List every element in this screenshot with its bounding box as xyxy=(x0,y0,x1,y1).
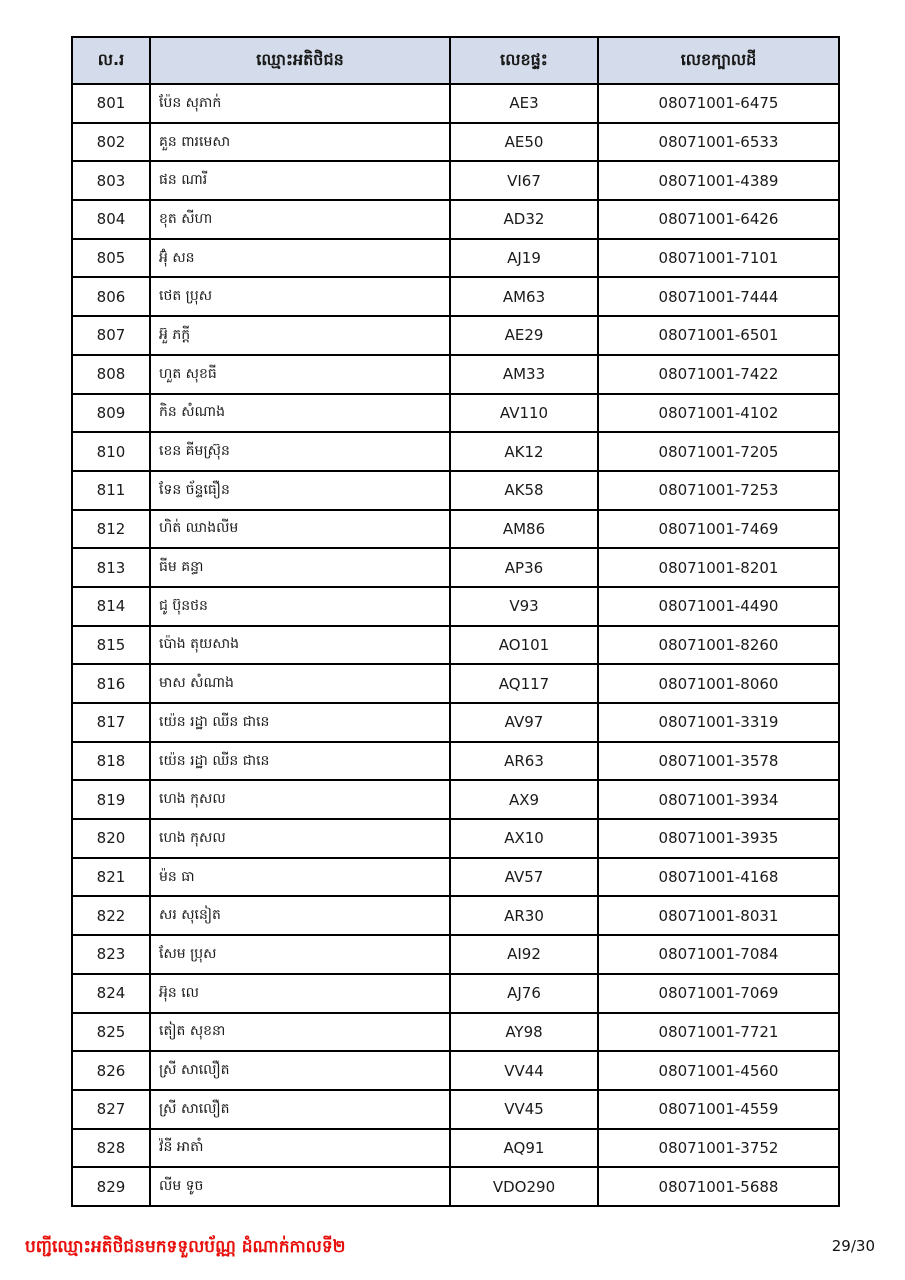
row-number-cell: 806 xyxy=(72,277,150,316)
table-row xyxy=(72,1013,839,1052)
customer-name-cell: វ៉នី អាតាំ xyxy=(150,1129,450,1168)
house-number-cell: AV97 xyxy=(450,703,598,742)
table-row xyxy=(72,161,839,200)
row-number-cell: 829 xyxy=(72,1167,150,1206)
row-number-cell: 805 xyxy=(72,239,150,278)
row-number-cell: 812 xyxy=(72,510,150,549)
table-row xyxy=(72,664,839,703)
table-row xyxy=(72,471,839,510)
row-number-cell: 816 xyxy=(72,664,150,703)
header-name: ឈ្មោះអតិថិជន xyxy=(150,37,450,84)
parcel-number-cell: 08071001-7253 xyxy=(598,471,839,510)
header-parcel: លេខក្បាលដី xyxy=(598,37,839,84)
parcel-number-cell: 08071001-5688 xyxy=(598,1167,839,1206)
parcel-number-cell: 08071001-7444 xyxy=(598,277,839,316)
house-number-cell: AO101 xyxy=(450,626,598,665)
parcel-number-cell: 08071001-6475 xyxy=(598,84,839,123)
parcel-number-cell: 08071001-4559 xyxy=(598,1090,839,1129)
house-number-cell: AX9 xyxy=(450,780,598,819)
customer-name-cell: ហេង កុសល xyxy=(150,780,450,819)
customer-name-cell: សែម ប្រុស xyxy=(150,935,450,974)
parcel-number-cell: 08071001-7101 xyxy=(598,239,839,278)
table-row xyxy=(72,1090,839,1129)
parcel-number-cell: 08071001-4490 xyxy=(598,587,839,626)
table-row xyxy=(72,200,839,239)
table-row xyxy=(72,84,839,123)
row-number-cell: 802 xyxy=(72,123,150,162)
house-number-cell: AP36 xyxy=(450,548,598,587)
house-number-cell: V93 xyxy=(450,587,598,626)
customer-name-cell: ម៉ន ធា xyxy=(150,858,450,897)
house-number-cell: AM33 xyxy=(450,355,598,394)
table-row xyxy=(72,432,839,471)
row-number-cell: 826 xyxy=(72,1051,150,1090)
parcel-number-cell: 08071001-3935 xyxy=(598,819,839,858)
parcel-number-cell: 08071001-4389 xyxy=(598,161,839,200)
row-number-cell: 823 xyxy=(72,935,150,974)
parcel-number-cell: 08071001-8260 xyxy=(598,626,839,665)
row-number-cell: 822 xyxy=(72,896,150,935)
customer-name-cell: ថេត ប្រុស xyxy=(150,277,450,316)
customer-name-cell: អ៊ួ ភក្តី xyxy=(150,316,450,355)
house-number-cell: AV110 xyxy=(450,394,598,433)
customer-name-cell: ស្រី សាលឿត xyxy=(150,1090,450,1129)
house-number-cell: AJ76 xyxy=(450,974,598,1013)
row-number-cell: 817 xyxy=(72,703,150,742)
house-number-cell: AK58 xyxy=(450,471,598,510)
house-number-cell: AD32 xyxy=(450,200,598,239)
row-number-cell: 819 xyxy=(72,780,150,819)
parcel-number-cell: 08071001-7469 xyxy=(598,510,839,549)
table-row xyxy=(72,123,839,162)
house-number-cell: AM86 xyxy=(450,510,598,549)
table-row xyxy=(72,896,839,935)
row-number-cell: 808 xyxy=(72,355,150,394)
parcel-number-cell: 08071001-8031 xyxy=(598,896,839,935)
row-number-cell: 804 xyxy=(72,200,150,239)
customer-name-cell: លីម ទូច xyxy=(150,1167,450,1206)
house-number-cell: VV44 xyxy=(450,1051,598,1090)
row-number-cell: 828 xyxy=(72,1129,150,1168)
row-number-cell: 824 xyxy=(72,974,150,1013)
customer-name-cell: ស្រី សាលឿត xyxy=(150,1051,450,1090)
customer-name-cell: ជូ ប៊ុនថន xyxy=(150,587,450,626)
table-row xyxy=(72,277,839,316)
table-row xyxy=(72,587,839,626)
customer-name-cell: សរ សុនៀត xyxy=(150,896,450,935)
parcel-number-cell: 08071001-3578 xyxy=(598,742,839,781)
customer-name-cell: ប៉ែន សុភាក់ xyxy=(150,84,450,123)
table-row xyxy=(72,858,839,897)
customer-name-cell: ហេង កុសល xyxy=(150,819,450,858)
house-number-cell: AX10 xyxy=(450,819,598,858)
house-number-cell: AY98 xyxy=(450,1013,598,1052)
table-row xyxy=(72,742,839,781)
row-number-cell: 825 xyxy=(72,1013,150,1052)
customer-name-cell: ផន ណារី xyxy=(150,161,450,200)
parcel-number-cell: 08071001-3934 xyxy=(598,780,839,819)
customer-name-cell: តៀត សុខនា xyxy=(150,1013,450,1052)
row-number-cell: 811 xyxy=(72,471,150,510)
customer-name-cell: មាស សំណាង xyxy=(150,664,450,703)
customer-name-cell: អ៊ុំ សន xyxy=(150,239,450,278)
parcel-number-cell: 08071001-6501 xyxy=(598,316,839,355)
house-number-cell: AI92 xyxy=(450,935,598,974)
house-number-cell: AV57 xyxy=(450,858,598,897)
row-number-cell: 803 xyxy=(72,161,150,200)
table-row xyxy=(72,548,839,587)
footer-note: បញ្ជីឈ្មោះអតិថិជនមកទទួលប័ណ្ណ ដំណាក់កាលទី២ xyxy=(25,1237,346,1257)
row-number-cell: 801 xyxy=(72,84,150,123)
parcel-number-cell: 08071001-7084 xyxy=(598,935,839,974)
row-number-cell: 813 xyxy=(72,548,150,587)
row-number-cell: 827 xyxy=(72,1090,150,1129)
table-row xyxy=(72,935,839,974)
house-number-cell: AE3 xyxy=(450,84,598,123)
house-number-cell: AK12 xyxy=(450,432,598,471)
parcel-number-cell: 08071001-7205 xyxy=(598,432,839,471)
row-number-cell: 807 xyxy=(72,316,150,355)
customer-name-cell: ហិត់ ឈាងលីម xyxy=(150,510,450,549)
parcel-number-cell: 08071001-3319 xyxy=(598,703,839,742)
page-number: 29/30 xyxy=(831,1237,875,1255)
table-row xyxy=(72,1167,839,1206)
parcel-number-cell: 08071001-8201 xyxy=(598,548,839,587)
customer-name-cell: កិន សំណាង xyxy=(150,394,450,433)
parcel-number-cell: 08071001-7069 xyxy=(598,974,839,1013)
table-row xyxy=(72,974,839,1013)
header-no: ល.រ xyxy=(72,37,150,84)
parcel-number-cell: 08071001-8060 xyxy=(598,664,839,703)
customer-name-cell: ខុត សីហា xyxy=(150,200,450,239)
table-row xyxy=(72,355,839,394)
house-number-cell: AR63 xyxy=(450,742,598,781)
header-house: លេខផ្ទះ xyxy=(450,37,598,84)
table-row xyxy=(72,239,839,278)
row-number-cell: 821 xyxy=(72,858,150,897)
house-number-cell: AJ19 xyxy=(450,239,598,278)
house-number-cell: AM63 xyxy=(450,277,598,316)
customer-name-cell: ហួត សុខធី xyxy=(150,355,450,394)
row-number-cell: 814 xyxy=(72,587,150,626)
row-number-cell: 820 xyxy=(72,819,150,858)
house-number-cell: AQ117 xyxy=(450,664,598,703)
customer-name-cell: ខេន គីមស្រ៊ុន xyxy=(150,432,450,471)
parcel-number-cell: 08071001-4168 xyxy=(598,858,839,897)
table-row xyxy=(72,780,839,819)
customer-name-cell: យ៉េន រដ្ឋា ឈីន ជានេ xyxy=(150,703,450,742)
house-number-cell: VI67 xyxy=(450,161,598,200)
table-header-row xyxy=(72,37,839,84)
table-body xyxy=(72,84,839,1206)
customer-name-cell: ទែន ច័ន្ទធឿន xyxy=(150,471,450,510)
table-row xyxy=(72,626,839,665)
customer-name-cell: ប៉ោង តុយសាង xyxy=(150,626,450,665)
customer-name-cell: គួន ពារមេសា xyxy=(150,123,450,162)
parcel-number-cell: 08071001-4560 xyxy=(598,1051,839,1090)
house-number-cell: VDO290 xyxy=(450,1167,598,1206)
table-row xyxy=(72,1051,839,1090)
house-number-cell: VV45 xyxy=(450,1090,598,1129)
parcel-number-cell: 08071001-6426 xyxy=(598,200,839,239)
table-row xyxy=(72,1129,839,1168)
table-row xyxy=(72,394,839,433)
customer-roster-table xyxy=(71,36,840,1207)
house-number-cell: AQ91 xyxy=(450,1129,598,1168)
table-row xyxy=(72,510,839,549)
house-number-cell: AE29 xyxy=(450,316,598,355)
table-row xyxy=(72,316,839,355)
table-row xyxy=(72,703,839,742)
customer-name-cell: ធីម គន្ធា xyxy=(150,548,450,587)
parcel-number-cell: 08071001-6533 xyxy=(598,123,839,162)
row-number-cell: 815 xyxy=(72,626,150,665)
parcel-number-cell: 08071001-4102 xyxy=(598,394,839,433)
house-number-cell: AE50 xyxy=(450,123,598,162)
parcel-number-cell: 08071001-7721 xyxy=(598,1013,839,1052)
row-number-cell: 810 xyxy=(72,432,150,471)
table-row xyxy=(72,819,839,858)
parcel-number-cell: 08071001-7422 xyxy=(598,355,839,394)
house-number-cell: AR30 xyxy=(450,896,598,935)
row-number-cell: 818 xyxy=(72,742,150,781)
row-number-cell: 809 xyxy=(72,394,150,433)
parcel-number-cell: 08071001-3752 xyxy=(598,1129,839,1168)
customer-name-cell: យ៉េន រដ្ឋា ឈីន ជានេ xyxy=(150,742,450,781)
customer-name-cell: អ៊ុន លេ xyxy=(150,974,450,1013)
